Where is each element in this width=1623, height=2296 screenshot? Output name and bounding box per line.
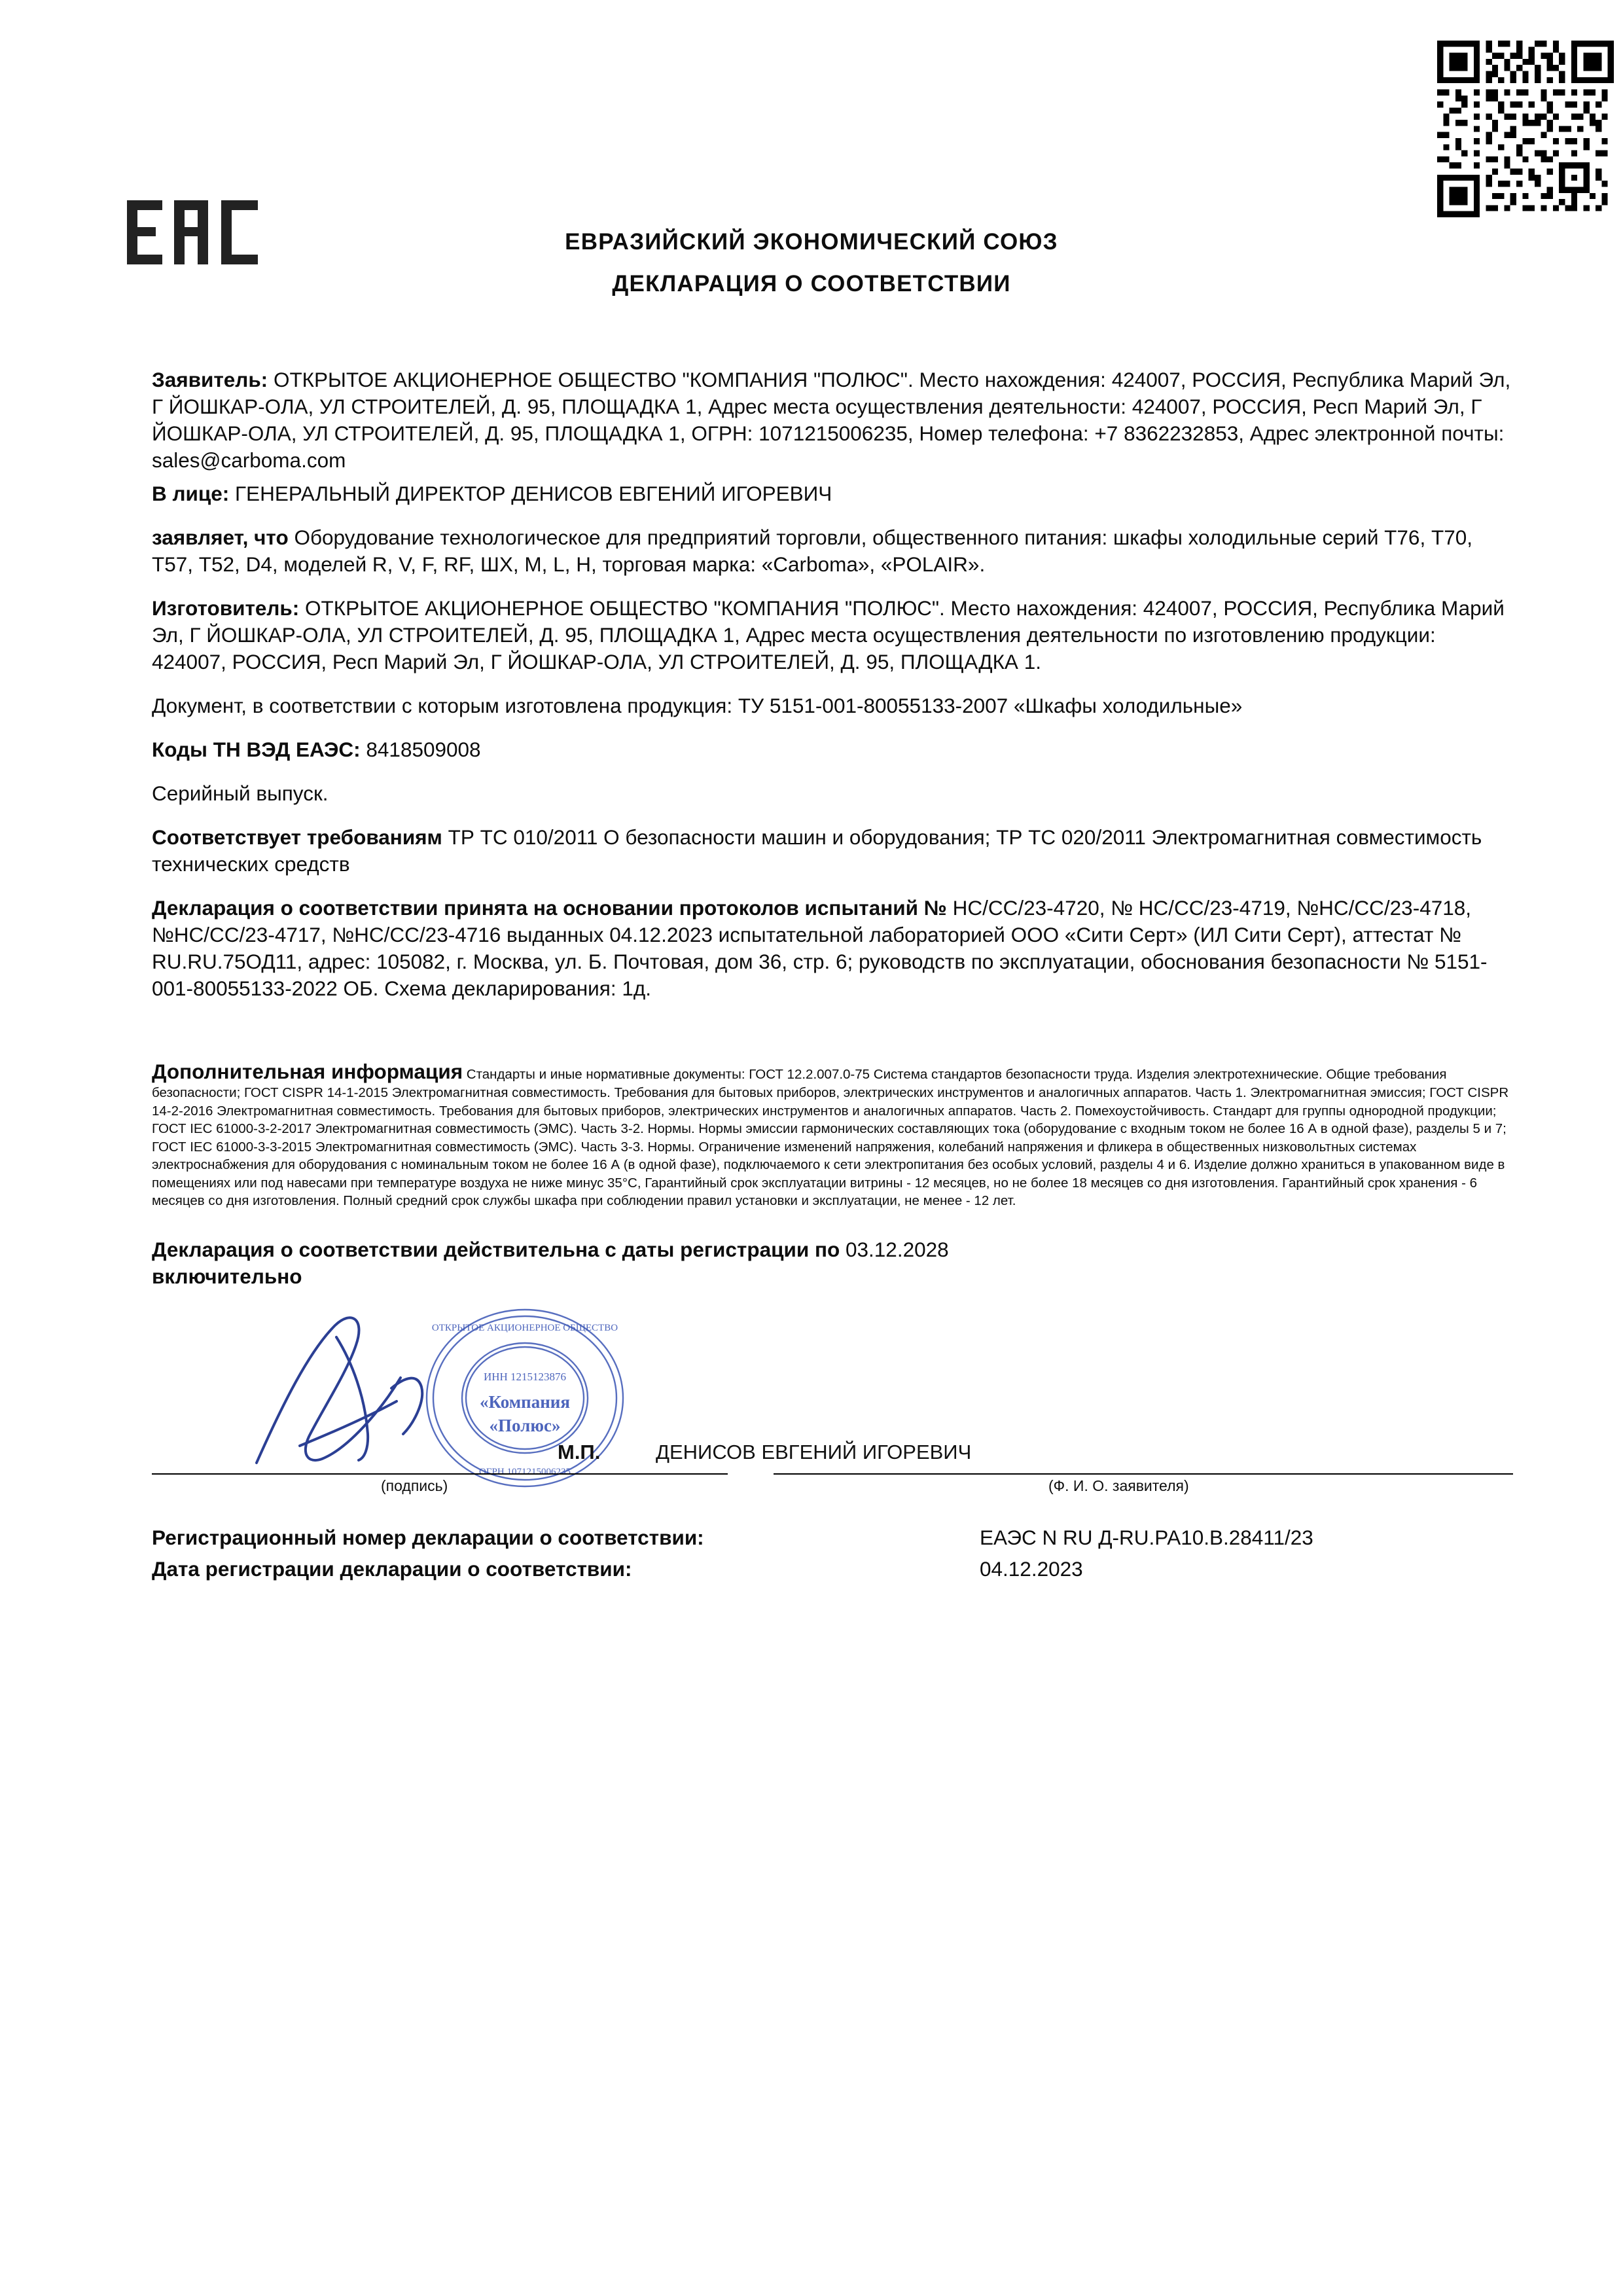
representative-text: ГЕНЕРАЛЬНЫЙ ДИРЕКТОР ДЕНИСОВ ЕВГЕНИЙ ИГОРЕВИЧ — [229, 482, 832, 505]
registration-number-label: Регистрационный номер декларации о соответствии: — [152, 1525, 704, 1549]
manufacturer-text: ОТКРЫТОЕ АКЦИОНЕРНОЕ ОБЩЕСТВО "КОМПАНИЯ "ПОЛЮС". Место нахождения: 424007, РОССИЯ, Республика Марий Эл, Г ЙОШКАР-ОЛА, УЛ СТРОИТЕЛЕЙ, Д. 95, ПЛОЩАДКА 1, Адрес места осуществления деятельности по изготовлению продукции: 424007, РОССИЯ, Респ Марий Эл, Г ЙОШКАР-ОЛА, УЛ СТРОИТЕЛЕЙ, Д. 95, ПЛОЩАДКА 1. — [152, 596, 1505, 673]
registration-number-row — [152, 1522, 1513, 1553]
validity-suffix: включительно — [152, 1264, 302, 1288]
svg-text:«Полюс»: «Полюс» — [489, 1415, 561, 1435]
registration-date-value: 04.12.2023 — [980, 1556, 1083, 1581]
registration-footer — [152, 1522, 1513, 1585]
applicant-name-caption: (Ф. И. О. заявителя) — [1048, 1477, 1189, 1494]
representative-paragraph — [152, 480, 1513, 507]
series-paragraph: Серийный выпуск. — [152, 781, 329, 805]
additional-information-text: Стандарты и иные нормативные документы: ГОСТ 12.2.007.0-75 Система стандартов безопасности труда. Изделия электротехнические. Общие требования безопасности; ГОСТ CISPR 14-1-2015 Электромагнитная совместимость. Требования для бытовых приборов, электрических инструментов и аналогичных аппаратов. Часть 1. Электромагнитная эмиссия; ГОСТ CISPR 14-2-2016 Электромагнитная совместимость. Требования для бытовых приборов, электрических инструментов и аналогичных аппаратов. Часть 2. Помехоустойчивость. Стандарт для группы однородной продукции; ГОСТ IEC 61000-3-2-2017 Электромагнитная совместимость (ЭМС). Часть 3-2. Нормы. Нормы эмиссии гармонических составляющих тока (оборудование с входным током не более 16 А в одной фазе), разделы 5 и 7; ГОСТ IEC 61000-3-3-2015 Электромагнитная совместимость (ЭМС). Часть 3-3. Нормы. Ограничение изменений напряжения, колебаний напряжения и фликера в общественных низковольтных системах электроснабжения для оборудования с номинальным током не более 16 А (в одной фазе), подключаемого к сети электропитания без особых условий, разделы 4 и 6. Изделие должно храниться в упакованном виде в помещениях или под навесами при температуре воздуха не ниже минус 35°C, Гарантийный срок эксплуатации витрины - 12 месяцев, но не более 18 месяцев со дня изготовления. Гарантийный срок хранения - 6 месяцев со дня изготовления. Полный средний срок службы шкафа при соблюдении правил установки и эксплуатации, не менее - 12 лет. — [152, 1067, 1509, 1208]
validity-date: 03.12.2028 — [840, 1237, 949, 1261]
additional-information-block — [152, 1060, 1513, 1210]
signature-rule-right — [774, 1473, 1513, 1475]
basis-document-paragraph: Документ, в соответствии с которым изготовлена продукция: ТУ 5151-001-80055133-2007 «Шкафы холодильные» — [152, 694, 1243, 717]
conformity-label: Соответствует требованиям — [152, 825, 442, 849]
applicant-text: ОТКРЫТОЕ АКЦИОНЕРНОЕ ОБЩЕСТВО "КОМПАНИЯ "ПОЛЮС". Место нахождения: 424007, РОССИЯ, Республика Марий Эл, Г ЙОШКАР-ОЛА, УЛ СТРОИТЕЛЕЙ, Д. 95, ПЛОЩАДКА 1, Адрес места осуществления деятельности: 424007, РОССИЯ, Респ Марий Эл, Г ЙОШКАР-ОЛА, УЛ СТРОИТЕЛЕЙ, Д. 95, ПЛОЩАДКА 1, ОГРН: 1071215006235, Номер телефона: +7 8362232853, Адрес электронной почты: sales@carboma.com — [152, 368, 1511, 472]
signature-zone — [152, 1312, 1513, 1509]
conformity-paragraph — [152, 824, 1513, 878]
title-block — [0, 229, 1623, 297]
stamp-place-label: М.П. — [558, 1440, 601, 1463]
page-title-declaration: ДЕКЛАРАЦИЯ О СООТВЕТСТВИИ — [612, 271, 1011, 296]
validity-label: Декларация о соответствии действительна с даты регистрации по — [152, 1237, 840, 1261]
document-body — [152, 367, 1513, 1585]
signature-caption: (подпись) — [381, 1477, 448, 1494]
handwritten-signature — [237, 1306, 512, 1476]
applicant-label: Заявитель: — [152, 368, 268, 391]
registration-date-row — [152, 1553, 1513, 1585]
page-title-union: ЕВРАЗИЙСКИЙ ЭКОНОМИЧЕСКИЙ СОЮЗ — [565, 229, 1058, 255]
signer-name: ДЕНИСОВ ЕВГЕНИЙ ИГОРЕВИЧ — [656, 1440, 972, 1463]
signature-rule-left — [152, 1473, 728, 1475]
declares-paragraph — [152, 524, 1513, 578]
svg-text:«Компания: «Компания — [480, 1391, 570, 1412]
declares-text: Оборудование технологическое для предприятий торговли, общественного питания: шкафы холодильные серий Т76, Т70, Т57, Т52, D4, моделей R, V, F, RF, ШХ, M, L, H, торговая марка: «Carboma», «POLAIR». — [152, 526, 1472, 576]
document-header — [0, 0, 1623, 340]
tnved-label: Коды ТН ВЭД ЕАЭС: — [152, 738, 361, 761]
svg-text:ИНН 1215123876: ИНН 1215123876 — [483, 1370, 567, 1383]
qr-code-icon — [1437, 41, 1614, 217]
validity-paragraph — [152, 1236, 1513, 1290]
svg-text:ОГРН 1071215006235: ОГРН 1071215006235 — [479, 1466, 571, 1477]
registration-date-label: Дата регистрации декларации о соответствии: — [152, 1556, 632, 1581]
company-stamp — [387, 1303, 662, 1493]
manufacturer-paragraph — [152, 595, 1513, 675]
declares-label: заявляет, что — [152, 526, 289, 549]
manufacturer-label: Изготовитель: — [152, 596, 300, 620]
protocols-label: Декларация о соответствии принята на основании протоколов испытаний № — [152, 896, 947, 920]
tnved-value: 8418509008 — [360, 738, 481, 761]
registration-number-value: ЕАЭС N RU Д-RU.РА10.В.28411/23 — [980, 1525, 1313, 1549]
additional-information-label: Дополнительная информация — [152, 1060, 463, 1083]
conformity-text: ТР ТС 010/2011 О безопасности машин и оборудования; ТР ТС 020/2011 Электромагнитная совместимость технических средств — [152, 825, 1482, 876]
protocols-text: НС/СС/23-4720, № НС/СС/23-4719, №НС/СС/23-4718, №НС/СС/23-4717, №НС/СС/23-4716 выданных 04.12.2023 испытательной лабораторией ООО «Сити Серт» (ИЛ Сити Серт), аттестат № RU.RU.75ОД11, адрес: 105082, г. Москва, ул. Б. Почтовая, дом 36, стр. 6; руководств по эксплуатации, обоснования безопасности № 5151-001-80055133-2022 ОБ. Схема декларирования: 1д. — [152, 896, 1488, 1000]
representative-label: В лице: — [152, 482, 230, 505]
protocols-paragraph — [152, 895, 1513, 1002]
applicant-paragraph — [152, 367, 1513, 474]
svg-text:ОТКРЫТОЕ АКЦИОНЕРНОЕ ОБЩЕСТВО: ОТКРЫТОЕ АКЦИОНЕРНОЕ ОБЩЕСТВО — [431, 1322, 618, 1333]
tnved-paragraph — [152, 736, 1513, 763]
